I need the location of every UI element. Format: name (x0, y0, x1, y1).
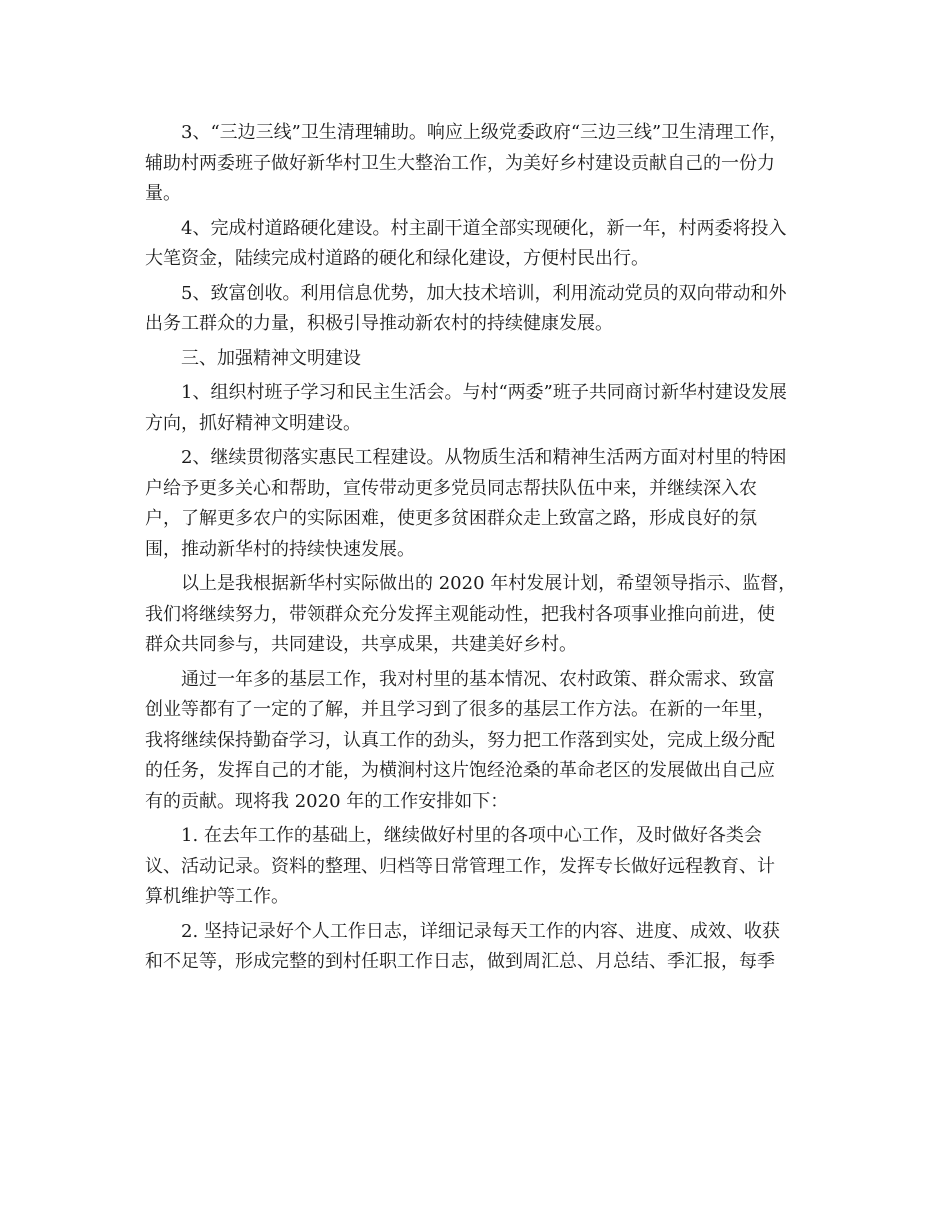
paragraph-p2 (145, 214, 810, 275)
paragraph-line: 3、“三边三线”卫生清理辅助。响应上级党委政府“三边三线”卫生清理工作， (181, 122, 788, 143)
paragraph-p5 (145, 378, 810, 439)
paragraph-line: 4、完成村道路硬化建设。村主副干道全部实现硬化，新一年，村两委将投入 (181, 217, 787, 239)
paragraph-line: 群众共同参与，共同建设，共享成果，共建美好乡村。 (145, 634, 577, 655)
paragraph-p9 (145, 821, 810, 913)
paragraph-line: 围，推动新华村的持续快速发展。 (145, 538, 415, 560)
paragraph-line: 2. 坚持记录好个人工作日志，详细记录每天工作的内容、进度、成效、收获 (181, 920, 780, 942)
paragraph-line: 以上是我根据新华村实际做出的 2020 年村发展计划，希望领导指示、监督， (181, 573, 797, 594)
paragraph-line: 有的贡献。现将我 2020 年的工作安排如下： (145, 790, 509, 812)
paragraph-line: 出务工群众的力量，积极引导推动新农村的持续健康发展。 (145, 313, 613, 334)
paragraph-line: 议、活动记录。资料的整理、归档等日常管理工作，发挥专长做好远程教育、计 (145, 855, 775, 877)
paragraph-line: 和不足等，形成完整的到村任职工作日志，做到周汇总、月总结、季汇报，每季 (145, 951, 775, 972)
paragraph-line: 算机维护等工作。 (145, 886, 289, 907)
paragraph-p10 (145, 917, 810, 978)
paragraph-line: 1. 在去年工作的基础上，继续做好村里的各项中心工作，及时做好各类会 (181, 825, 762, 846)
paragraph-line: 2、继续贯彻落实惠民工程建设。从物质生活和精神生活两方面对村里的特困 (181, 447, 787, 468)
paragraph-line: 户，了解更多农户的实际困难，使更多贫困群众走上致富之路，形成良好的氛 (145, 508, 757, 529)
document-body (145, 118, 810, 978)
paragraph-p4 (145, 344, 810, 375)
paragraph-line: 5、致富创收。利用信息优势，加大技术培训，利用流动党员的双向带动和外 (181, 282, 787, 304)
paragraph-p8 (145, 665, 810, 818)
paragraph-line: 我们将继续努力，带领群众充分发挥主观能动性，把我村各项事业推向前进，使 (145, 603, 775, 625)
paragraph-line: 大笔资金，陆续完成村道路的硬化和绿化建设，方便村民出行。 (145, 248, 649, 269)
paragraph-line: 1、组织村班子学习和民主生活会。与村“两委”班子共同商讨新华村建设发展 (181, 382, 787, 403)
paragraph-line: 我将继续保持勤奋学习，认真工作的劲头，努力把工作落到实处，完成上级分配 (145, 729, 775, 751)
paragraph-line: 量。 (145, 183, 181, 204)
paragraph-p6 (145, 443, 810, 565)
paragraph-line: 创业等都有了一定的了解，并且学习到了很多的基层工作方法。在新的一年里， (145, 699, 775, 720)
paragraph-p1 (145, 118, 810, 210)
paragraph-line: 的任务，发挥自己的才能，为横涧村这片饱经沧桑的革命老区的发展做出自己应 (145, 760, 775, 781)
paragraph-p3 (145, 279, 810, 340)
paragraph-line: 通过一年多的基层工作，我对村里的基本情况、农村政策、群众需求、致富 (181, 668, 775, 690)
paragraph-line: 方向，抓好精神文明建设。 (145, 412, 361, 434)
paragraph-line: 户给予更多关心和帮助，宣传带动更多党员同志帮扶队伍中来，并继续深入农 (145, 477, 757, 499)
paragraph-line: 三、加强精神文明建设 (181, 347, 361, 369)
paragraph-line: 辅助村两委班子做好新华村卫生大整治工作，为美好乡村建设贡献自己的一份力 (145, 152, 775, 174)
paragraph-p7 (145, 569, 810, 661)
